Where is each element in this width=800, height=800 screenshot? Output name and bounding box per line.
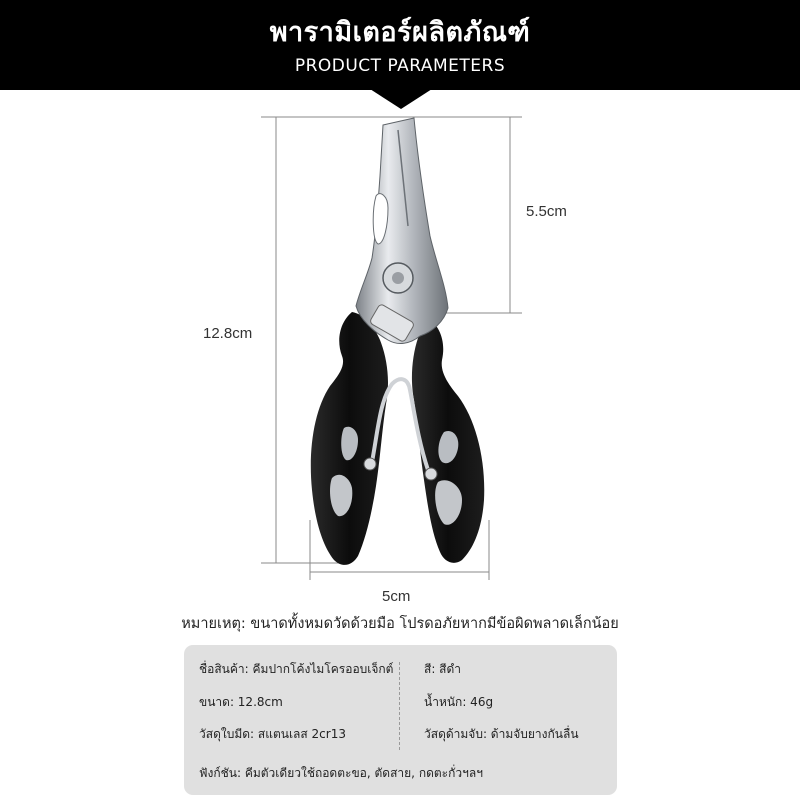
spec-blade-material: วัสดุใบมีด: สแตนเลส 2cr13 xyxy=(199,727,346,741)
spec-divider xyxy=(399,662,400,750)
spec-weight: น้ำหนัก: 46g xyxy=(424,695,494,709)
spec-color: สี: สีดำ xyxy=(424,662,462,676)
pivot-screw-center xyxy=(392,272,404,284)
spring-rivet-right xyxy=(425,468,437,480)
measurement-note: หมายเหตุ: ขนาดทั้งหมดวัดด้วยมือ โปรดอภัยหากมีข้อผิดพลาดเล็กน้อย xyxy=(181,616,619,632)
total-length-label: 12.8cm xyxy=(203,325,253,342)
spring-rivet-left xyxy=(364,458,376,470)
spec-function: ฟังก์ชัน: คีมตัวเดียวใช้ถอดตะขอ, ตัดสาย, กดตะกั่วฯลฯ xyxy=(199,766,483,780)
page-subtitle: PRODUCT PARAMETERS xyxy=(294,56,506,76)
spec-size: ขนาด: 12.8cm xyxy=(199,695,283,709)
spec-product-name: ชื่อสินค้า: คีมปากโค้งไมโครออบเจ็กต์ xyxy=(199,662,394,676)
spec-handle-material: วัสดุด้ามจับ: ด้ามจับยางกันลื่น xyxy=(424,727,579,741)
jaw-blade xyxy=(356,118,448,343)
page-title: พารามิเตอร์ผลิตภัณฑ์ xyxy=(269,17,531,48)
jaw-length-label: 5.5cm xyxy=(526,203,567,220)
width-label: 5cm xyxy=(382,588,411,605)
pliers xyxy=(311,118,484,565)
